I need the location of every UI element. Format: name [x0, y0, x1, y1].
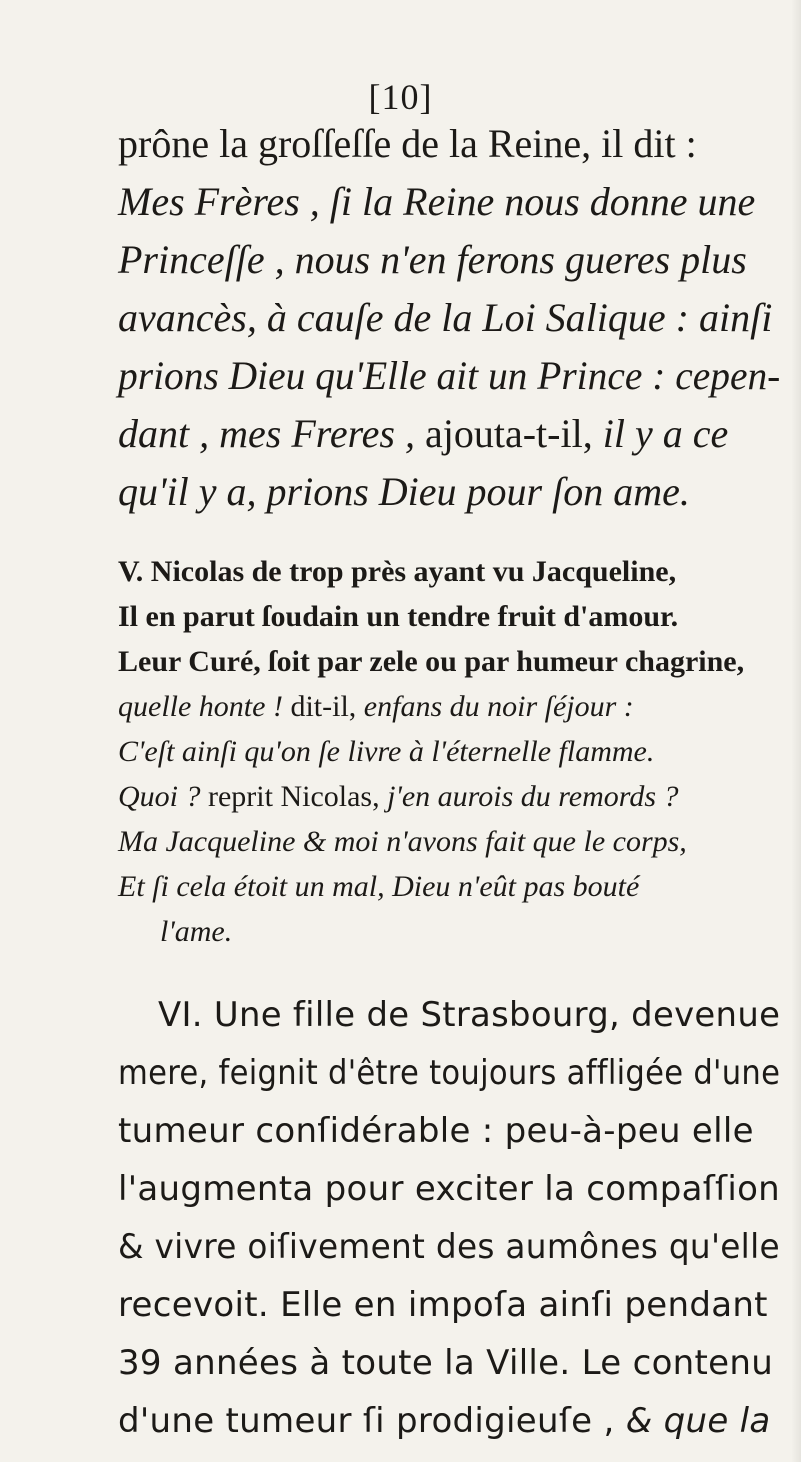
text-run: dant , mes Freres , — [118, 411, 425, 456]
text-line — [118, 294, 772, 341]
text-line — [118, 1111, 754, 1151]
text-line — [118, 1285, 768, 1325]
text-line — [118, 600, 678, 634]
text-line — [118, 352, 780, 399]
text-run: & que la — [625, 1401, 771, 1441]
text-run: l'augmenta pour exciter la compaſſion — [118, 1169, 781, 1209]
text-run: reprit Nicolas, — [208, 780, 388, 813]
text-run: Mes Frères , ſi la Reine nous donne une — [118, 179, 756, 224]
text-line — [118, 1053, 780, 1093]
text-run: il y a ce — [602, 411, 729, 456]
page-number: [10] — [368, 77, 433, 117]
text-run: dit-il, — [290, 690, 364, 723]
text-run: & vivre oiſivement des aumônes qu'elle — [118, 1227, 780, 1267]
text-run: mere, feignit d'être toujours affligée d'une — [118, 1053, 781, 1093]
text-line — [118, 1343, 773, 1383]
text-run: recevoit. Elle en impoſa ainſi pendant — [118, 1285, 768, 1325]
text-run: tumeur conſidérable : peu-à-peu elle — [118, 1111, 754, 1151]
text-line — [118, 690, 634, 724]
page-edge-shadow — [791, 0, 801, 1462]
text-line — [118, 120, 697, 167]
text-run: VI. Une fille de Strasbourg, devenue — [158, 995, 781, 1035]
text-line — [118, 870, 639, 904]
text-run: C'eſt ainſi qu'on ſe livre à l'éternelle flamme. — [118, 735, 655, 768]
text-run: Quoi ? — [118, 780, 208, 813]
text-run: prône la groſſeſſe de la Reine, il dit : — [118, 121, 697, 166]
text-run: V. Nicolas de trop près ayant vu Jacqueline, — [118, 555, 677, 588]
text-run: ajouta-t-il, — [425, 411, 603, 456]
text-line — [118, 236, 747, 283]
text-line — [118, 780, 679, 814]
text-run: j'en aurois du remords ? — [387, 780, 679, 813]
text-run: qu'il y a, prions Dieu pour ſon ame. — [118, 469, 690, 514]
text-line — [118, 468, 690, 515]
text-run: prions Dieu qu'Elle ait un Prince : cepen- — [118, 353, 781, 398]
text-run: quelle honte ! — [118, 690, 291, 723]
text-line — [118, 410, 728, 457]
text-line — [118, 735, 654, 769]
text-run: Ma Jacqueline & moi n'avons fait que le corps, — [118, 825, 687, 858]
text-line — [118, 1401, 771, 1441]
text-line — [118, 178, 755, 225]
text-run: d'une tumeur ſi prodigieuſe , — [118, 1401, 626, 1441]
text-line — [118, 825, 687, 859]
text-run: Et ſi cela étoit un mal, Dieu n'eût pas bouté — [118, 870, 640, 903]
text-line — [118, 555, 676, 589]
text-run: Il en parut ſoudain un tendre fruit d'amour. — [118, 600, 679, 633]
text-run: enfans du noir ſéjour : — [363, 690, 634, 723]
text-line — [158, 995, 780, 1035]
text-run: avancès, à cauſe de la Loi Salique : ainſi — [118, 295, 773, 340]
text-line — [118, 645, 744, 679]
text-run: Princeſſe , nous n'en ferons gueres plus — [118, 237, 747, 282]
text-line — [118, 1227, 780, 1267]
text-run: 39 années à toute la Ville. Le contenu — [118, 1343, 774, 1383]
text-run: l'ame. — [160, 915, 233, 948]
text-run: Leur Curé, ſoit par zele ou par humeur chagrine, — [118, 645, 745, 678]
text-line — [160, 915, 232, 949]
text-line — [118, 1169, 780, 1209]
